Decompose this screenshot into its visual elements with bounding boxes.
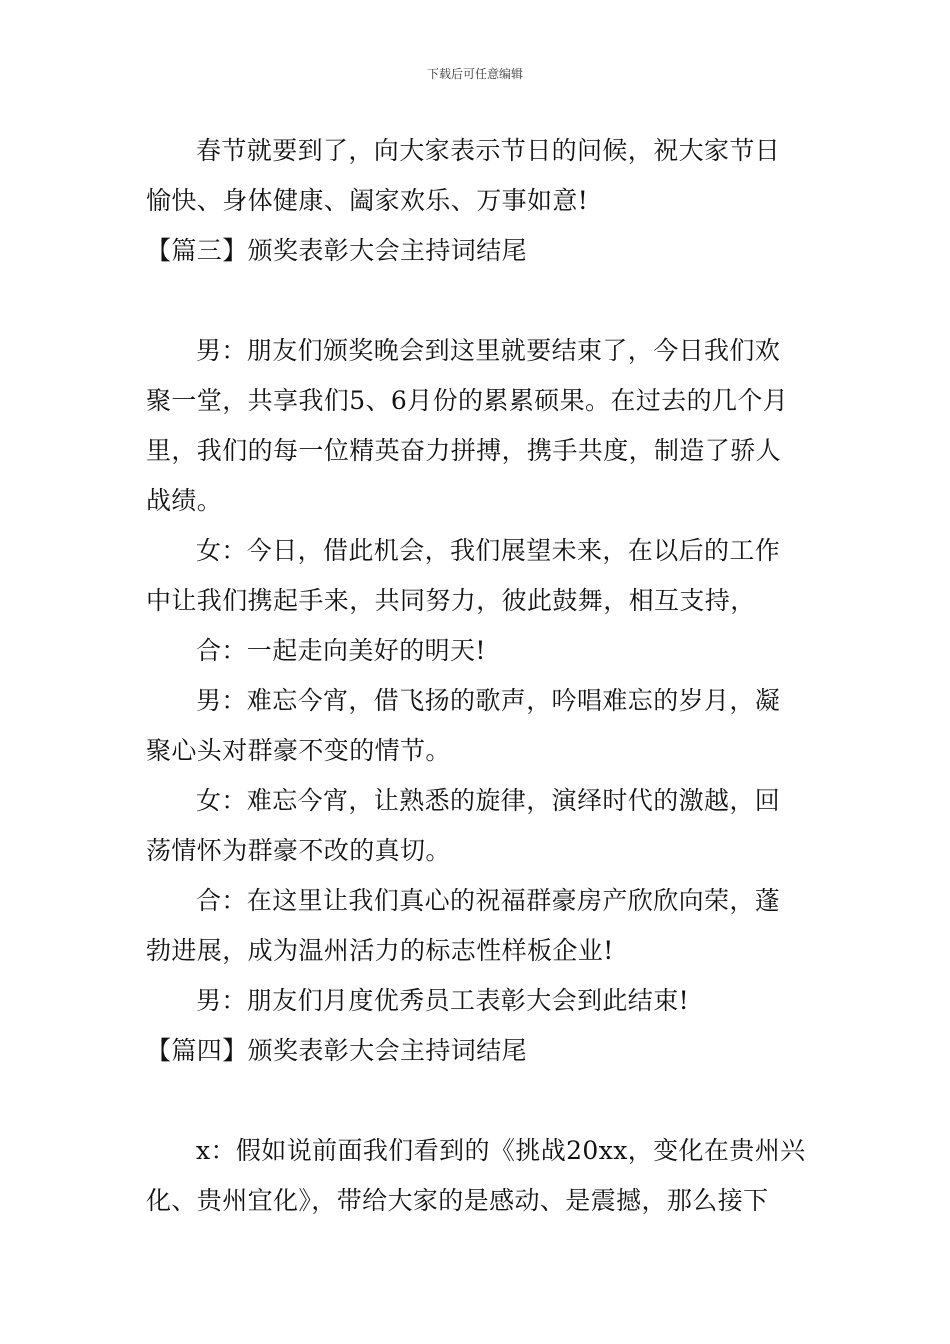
- paragraph-line: 愉快、身体健康、阖家欢乐、万事如意!: [146, 186, 589, 215]
- paragraph-line: 合：一起走向美好的明天!: [196, 636, 486, 665]
- page-header: 下载后可任意编辑: [426, 67, 523, 81]
- paragraph-line: 化、贵州宜化》，带给大家的是感动、是震撼，那么接下: [146, 1186, 769, 1215]
- paragraph-line: x：假如说前面我们看到的《挑战20xx，变化在贵州兴: [196, 1136, 806, 1165]
- paragraph-line: 聚一堂，共享我们5、6月份的累累硕果。在过去的几个月: [146, 386, 789, 415]
- paragraph-line: 男：难忘今宵，借飞扬的歌声，吟唱难忘的岁月，凝: [196, 686, 781, 715]
- blank-line: [146, 276, 808, 326]
- paragraph-line: 春节就要到了，向大家表示节日的问候，祝大家节日: [196, 136, 781, 165]
- paragraph-line: 聚心头对群豪不变的情节。: [146, 736, 451, 765]
- paragraph-line: 合：在这里让我们真心的祝福群豪房产欣欣向荣，蓬: [196, 886, 781, 915]
- paragraph-line: 女：今日，借此机会，我们展望未来，在以后的工作: [196, 536, 781, 565]
- paragraph-line: 荡情怀为群豪不改的真切。: [146, 836, 451, 865]
- section-heading: 【篇三】颁奖表彰大会主持词结尾: [146, 236, 528, 265]
- document-body: [146, 126, 808, 1226]
- paragraph-line: 中让我们携起手来，共同努力，彼此鼓舞，相互支持，: [146, 586, 756, 615]
- paragraph-line: 女：难忘今宵，让熟悉的旋律，演绎时代的激越，回: [196, 786, 781, 815]
- paragraph-line: 里，我们的每一位精英奋力拼搏，携手共度，制造了骄人: [146, 436, 782, 465]
- paragraph-line: 男：朋友们月度优秀员工表彰大会到此结束!: [196, 986, 690, 1015]
- paragraph-line: 勃进展，成为温州活力的标志性样板企业!: [146, 936, 614, 965]
- blank-line: [146, 1076, 808, 1126]
- paragraph-line: 男：朋友们颁奖晚会到这里就要结束了，今日我们欢: [196, 336, 781, 365]
- section-heading: 【篇四】颁奖表彰大会主持词结尾: [146, 1036, 528, 1065]
- paragraph-line: 战绩。: [146, 486, 223, 515]
